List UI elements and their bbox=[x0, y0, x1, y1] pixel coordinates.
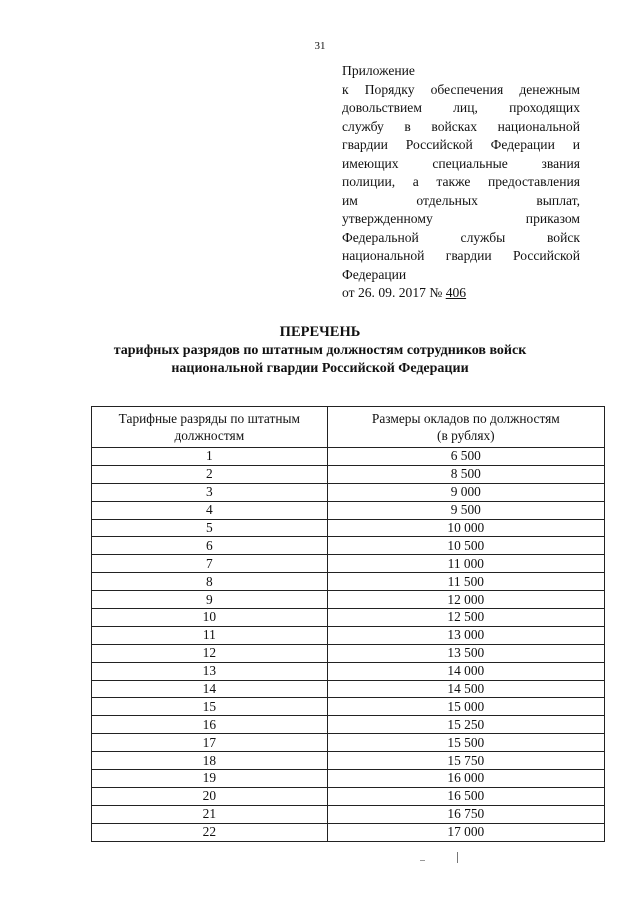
grade-cell: 8 bbox=[92, 573, 328, 591]
table-row bbox=[92, 483, 605, 501]
appendix-line: им отдельных выплат, bbox=[342, 192, 580, 208]
grade-cell: 7 bbox=[92, 555, 328, 573]
table-row bbox=[92, 465, 605, 483]
column-header-salary-line-1: Размеры окладов по должностям bbox=[371, 411, 560, 426]
grade-cell: 5 bbox=[92, 519, 328, 537]
salary-cell: 9 000 bbox=[327, 483, 604, 501]
scan-dot bbox=[420, 860, 425, 861]
appendix-line: довольствием лиц, проходящих bbox=[342, 100, 580, 115]
salary-cell: 12 500 bbox=[327, 609, 604, 627]
grade-cell: 20 bbox=[92, 787, 328, 805]
grade-cell: 6 bbox=[92, 537, 328, 555]
table-row bbox=[92, 698, 605, 716]
document-title-block bbox=[0, 323, 640, 378]
salary-cell: 11 000 bbox=[327, 555, 604, 573]
grade-cell: 10 bbox=[92, 609, 328, 627]
table-row bbox=[92, 448, 605, 466]
grade-cell: 1 bbox=[92, 448, 328, 466]
grade-cell: 4 bbox=[92, 501, 328, 519]
salary-cell: 14 500 bbox=[327, 680, 604, 698]
table-row bbox=[92, 573, 605, 591]
salary-cell: 13 000 bbox=[327, 626, 604, 644]
appendix-line: национальной гвардии Российской bbox=[342, 248, 580, 263]
salary-cell: 15 750 bbox=[327, 752, 604, 770]
table-row bbox=[92, 537, 605, 555]
table-row bbox=[92, 501, 605, 519]
grade-cell: 17 bbox=[92, 734, 328, 752]
salary-cell: 10 500 bbox=[327, 537, 604, 555]
column-header-grade bbox=[92, 407, 328, 448]
appendix-line: утвержденному приказом bbox=[342, 211, 580, 226]
salary-cell: 11 500 bbox=[327, 573, 604, 591]
table-row bbox=[92, 662, 605, 680]
column-header-grade-line-2: должностям bbox=[174, 428, 245, 443]
table-row bbox=[92, 680, 605, 698]
table-row bbox=[92, 752, 605, 770]
appendix-date: от 26. 09. 2017 № bbox=[342, 285, 446, 300]
table-row bbox=[92, 734, 605, 752]
grade-cell: 13 bbox=[92, 662, 328, 680]
grade-cell: 21 bbox=[92, 805, 328, 823]
document-subtitle-line-2: национальной гвардии Российской Федерации bbox=[171, 361, 469, 376]
column-header-salary bbox=[327, 407, 604, 448]
document-heading: ПЕРЕЧЕНЬ bbox=[279, 324, 361, 340]
salary-cell: 16 750 bbox=[327, 805, 604, 823]
appendix-line: полиции, а также предоставления bbox=[342, 174, 580, 189]
appendix-date-line bbox=[342, 284, 580, 303]
appendix-line: Федеральной службы войск bbox=[342, 229, 580, 245]
grade-cell: 11 bbox=[92, 626, 328, 644]
scan-mark bbox=[457, 852, 458, 863]
table-body bbox=[92, 448, 605, 842]
salary-cell: 16 000 bbox=[327, 770, 604, 788]
salary-cell: 10 000 bbox=[327, 519, 604, 537]
appendix-line: к Порядку обеспечения денежным bbox=[342, 81, 580, 97]
grade-cell: 2 bbox=[92, 465, 328, 483]
appendix-line: Федерации bbox=[342, 266, 407, 282]
table-row bbox=[92, 555, 605, 573]
grade-cell: 3 bbox=[92, 483, 328, 501]
salary-cell: 12 000 bbox=[327, 591, 604, 609]
salary-cell: 8 500 bbox=[327, 465, 604, 483]
grade-cell: 9 bbox=[92, 591, 328, 609]
column-header-salary-line-2: (в рублях) bbox=[437, 428, 495, 443]
appendix-header bbox=[342, 62, 580, 303]
table-row bbox=[92, 644, 605, 662]
appendix-line: Приложение bbox=[342, 63, 415, 78]
table-header-row bbox=[92, 407, 605, 448]
salary-cell: 15 000 bbox=[327, 698, 604, 716]
table-row bbox=[92, 609, 605, 627]
salary-cell: 15 250 bbox=[327, 716, 604, 734]
table-row bbox=[92, 770, 605, 788]
table-row bbox=[92, 591, 605, 609]
table-row bbox=[92, 626, 605, 644]
appendix-line: имеющих специальные звания bbox=[342, 155, 580, 171]
table-row bbox=[92, 519, 605, 537]
table-row bbox=[92, 716, 605, 734]
table-row bbox=[92, 823, 605, 841]
grade-cell: 18 bbox=[92, 752, 328, 770]
salary-cell: 14 000 bbox=[327, 662, 604, 680]
grade-cell: 19 bbox=[92, 770, 328, 788]
grade-cell: 12 bbox=[92, 644, 328, 662]
document-subtitle-line-1: тарифных разрядов по штатным должностям сотрудников войск bbox=[113, 343, 527, 358]
appendix-line: службу в войсках национальной bbox=[342, 118, 580, 134]
appendix-line: гвардии Российской Федерации и bbox=[342, 137, 580, 152]
page-number: 31 bbox=[314, 40, 326, 52]
tariff-table bbox=[91, 406, 605, 842]
salary-cell: 9 500 bbox=[327, 501, 604, 519]
salary-cell: 17 000 bbox=[327, 823, 604, 841]
grade-cell: 16 bbox=[92, 716, 328, 734]
grade-cell: 22 bbox=[92, 823, 328, 841]
salary-cell: 13 500 bbox=[327, 644, 604, 662]
appendix-doc-number: 406 bbox=[445, 285, 467, 300]
column-header-grade-line-1: Тарифные разряды по штатным bbox=[118, 411, 300, 426]
salary-cell: 16 500 bbox=[327, 787, 604, 805]
table-row bbox=[92, 805, 605, 823]
salary-cell: 6 500 bbox=[327, 448, 604, 466]
grade-cell: 14 bbox=[92, 680, 328, 698]
table-row bbox=[92, 787, 605, 805]
grade-cell: 15 bbox=[92, 698, 328, 716]
salary-cell: 15 500 bbox=[327, 734, 604, 752]
